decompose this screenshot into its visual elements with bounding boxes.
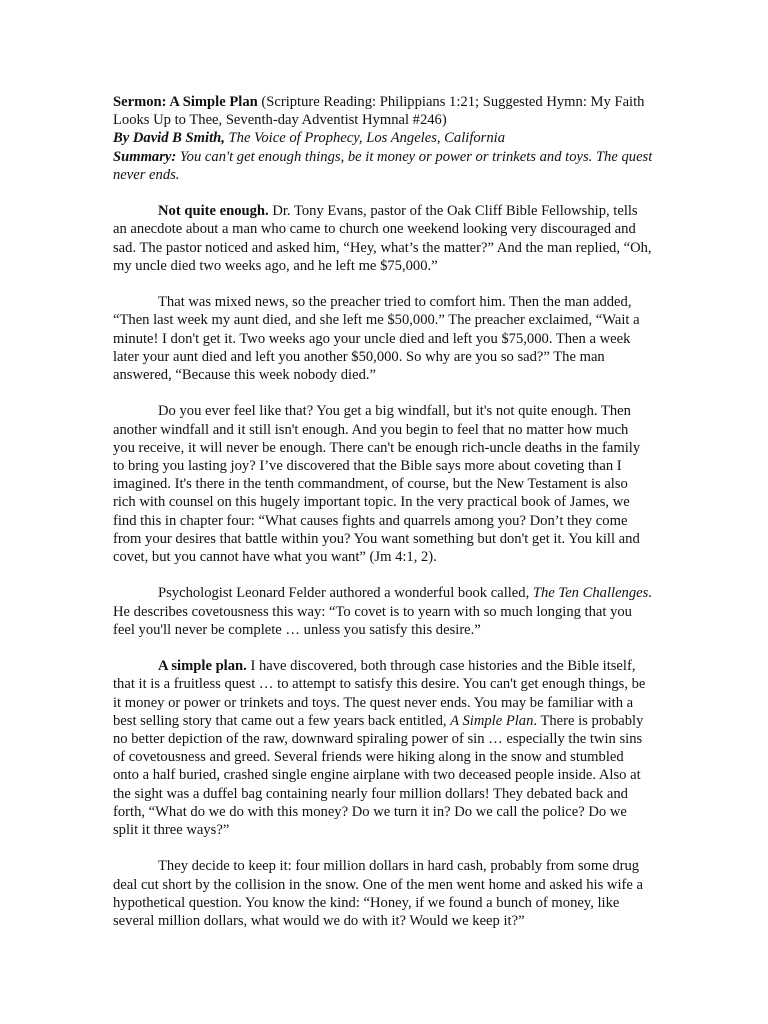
section-heading-a-simple-plan: A simple plan.	[158, 658, 247, 675]
sermon-header	[113, 93, 653, 184]
author-name: By David B Smith,	[113, 130, 225, 147]
paragraph-not-quite-enough	[113, 202, 653, 275]
summary-label: Summary:	[113, 148, 177, 165]
paragraph-text: . There is probably no better depiction of the raw, downward spiraling power of sin … especially the twin sins of covetousness and greed. Several friends were hiking along in the snow and stumbled onto a half buried, crashed single engine airplane with two deceased people inside. Also at the sight was a duffel bag containing nearly four million dollars! They debated back and forth, “What do we do with this money? Do we turn it in? Do we call the police? Do we split it three ways?”	[113, 712, 644, 839]
sermon-text	[113, 93, 653, 930]
sermon-title: Sermon: A Simple Plan	[113, 94, 258, 110]
sermon-details: (Scripture Reading: Philippians 1:21; Suggested Hymn: My Faith Looks Up to Thee, Seventh-day Adventist Hymnal #246)	[113, 94, 645, 129]
summary-text: You can't get enough things, be it money or power or trinkets and toys. The quest never ends.	[113, 148, 653, 183]
paragraph-windfall: Do you ever feel like that? You get a big windfall, but it's not quite enough. Then another windfall and it still isn't enough. And you begin to feel that no matter how much you receive, it will never be enough. There can't be enough rich-uncle deaths in the family to bring you lasting joy? I’ve discovered that the Bible says more about coveting than I imagined. It's there in the tenth commandment, of course, but the New Testament is also rich with counsel on this hugely important topic. In the very practical book of James, we find this in chapter four: “What causes fights and quarrels among you? Don’t they come from your desires that battle within you? You want something but don't get it. You kill and covet, but you cannot have what you want” (Jm 4:1, 2).	[113, 403, 641, 566]
section-heading-not-quite-enough: Not quite enough.	[158, 203, 269, 220]
paragraph-mixed-news: That was mixed news, so the preacher tried to comfort him. Then the man added, “Then last week my aunt died, and she left me $50,000.” The preacher exclaimed, “Wait a minute! I don't get it. Two weeks ago your uncle died and left you $75,000. Then a week later your aunt died and left you another $50,000. So why are you so sad?” The man answered, “Because this week nobody died.”	[113, 294, 640, 384]
book-title: The Ten Challenges	[532, 585, 649, 602]
sermon-title-line	[113, 93, 653, 129]
paragraph-text: I have discovered, both through case histories and the Bible itself, that it is a fruitless quest … to attempt to satisfy this desire. You can't get enough things, be it money or power or trinkets and toys. The quest never ends. You may be familiar with a best selling story that came out a few years back entitled,	[113, 658, 646, 729]
paragraph-a-simple-plan	[113, 657, 653, 839]
book-title: A Simple Plan	[450, 712, 534, 729]
summary-line	[113, 148, 653, 184]
paragraph-felder	[113, 584, 653, 639]
paragraph-keep-it: They decide to keep it: four million dollars in hard cash, probably from some drug deal cut short by the collision in the snow. One of the men went home and asked his wife a hypothetical question. You know the kind: “Honey, if we found a bunch of money, like several million dollars, what would we do with it? Would we keep it?”	[113, 858, 643, 930]
author-line	[113, 129, 653, 147]
paragraph-text: Psychologist Leonard Felder authored a wonderful book called,	[158, 585, 533, 602]
paragraph-text: Dr. Tony Evans, pastor of the Oak Cliff Bible Fellowship, tells an anecdote about a man who came to church one weekend looking very discouraged and sad. The pastor noticed and asked him, “Hey, what’s the matter?” And the man replied, “Oh, my uncle died two weeks ago, and he left me $75,000.”	[113, 203, 652, 274]
author-affiliation: The Voice of Prophecy, Los Angeles, California	[224, 130, 506, 147]
paragraph-text: . He describes covetousness this way: “To covet is to yearn with so much longing that you feel you'll never be complete … unless you satisfy this desire.”	[113, 585, 652, 638]
